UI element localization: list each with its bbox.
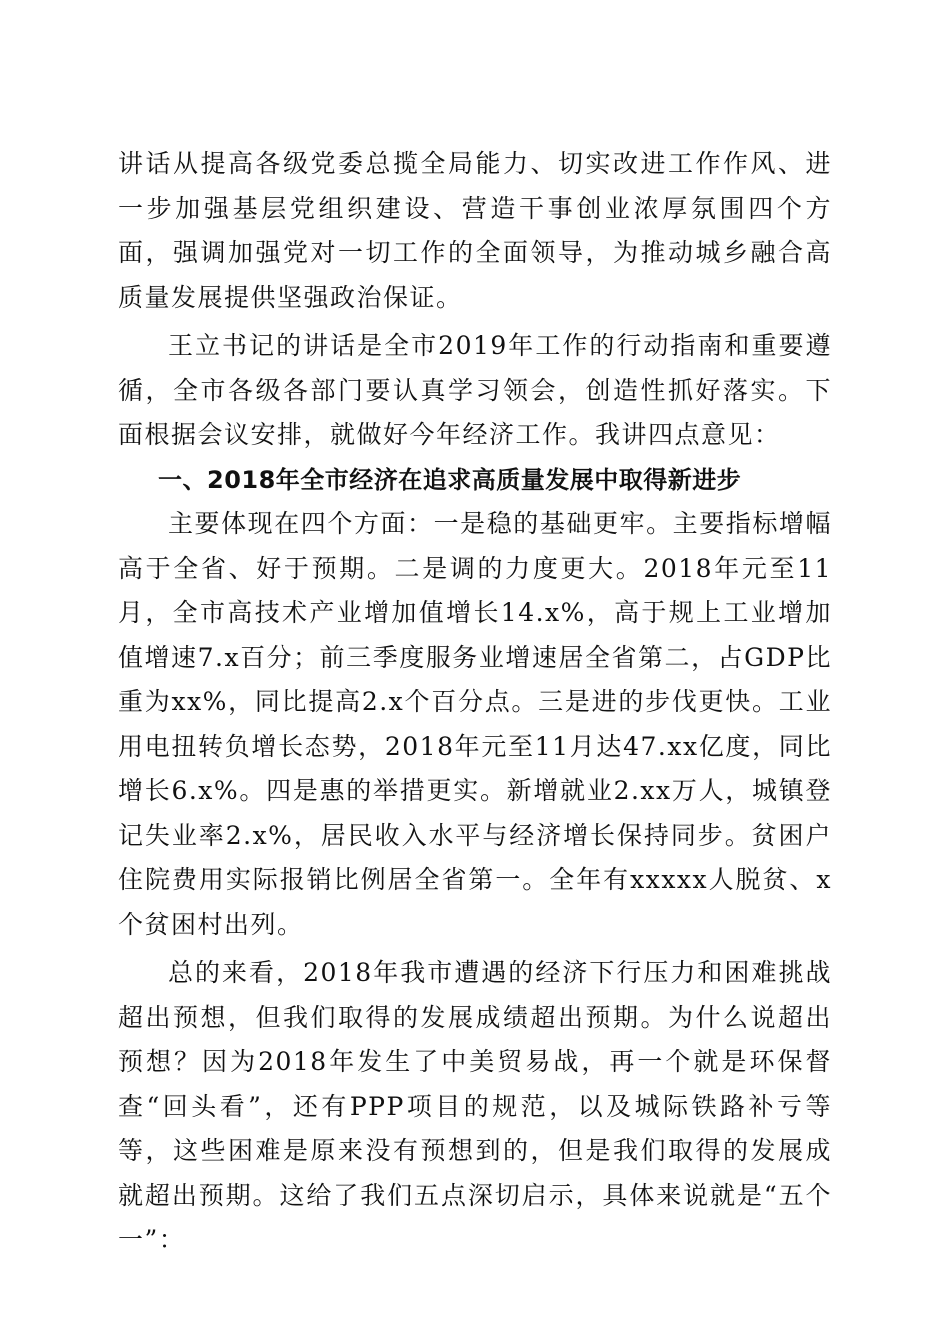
paragraph-wang-li-speech: 王立书记的讲话是全市2019年工作的行动指南和重要遵循，全市各级各部门要认真学习领会，创造性抓好落实。下面根据会议安排，就做好今年经济工作。我讲四点意见： xyxy=(118,331,832,449)
document-body xyxy=(118,142,832,1263)
paragraph-overall-review: 总的来看，2018年我市遭遇的经济下行压力和困难挑战超出预想，但我们取得的发展成绩超出预期。为什么说超出预想？因为2018年发生了中美贸易战，再一个就是环保督查“回头看”，还有PPP项目的规范，以及城际铁路补亏等等，这些困难是原来没有预想到的，但是我们取得的发展成就超出预期。这给了我们五点深切启示，具体来说就是“五个一”： xyxy=(118,958,832,1254)
paragraph-four-aspects: 主要体现在四个方面：一是稳的基础更牢。主要指标增幅高于全省、好于预期。二是调的力度更大。2018年元至11月，全市高技术产业增加值增长14.x%，高于规上工业增加值增速7.x百分；前三季度服务业增速居全省第二，占GDP比重为xx%，同比提高2.x个百分点。三是进的步伐更快。工业用电扭转负增长态势，2018年元至11月达47.xx亿度，同比增长6.x%。四是惠的举措更实。新增就业2.xx万人，城镇登记失业率2.x%，居民收入水平与经济增长保持同步。贫困户住院费用实际报销比例居全省第一。全年有xxxxx人脱贫、x个贫困村出列。 xyxy=(118,509,832,939)
paragraph-continued: 讲话从提高各级党委总揽全局能力、切实改进工作作风、进一步加强基层党组织建设、营造干事创业浓厚氛围四个方面，强调加强党对一切工作的全面领导，为推动城乡融合高质量发展提供坚强政治保证。 xyxy=(118,149,832,312)
section-heading-1: 一、2018年全市经济在追求高质量发展中取得新进步 xyxy=(158,465,742,494)
